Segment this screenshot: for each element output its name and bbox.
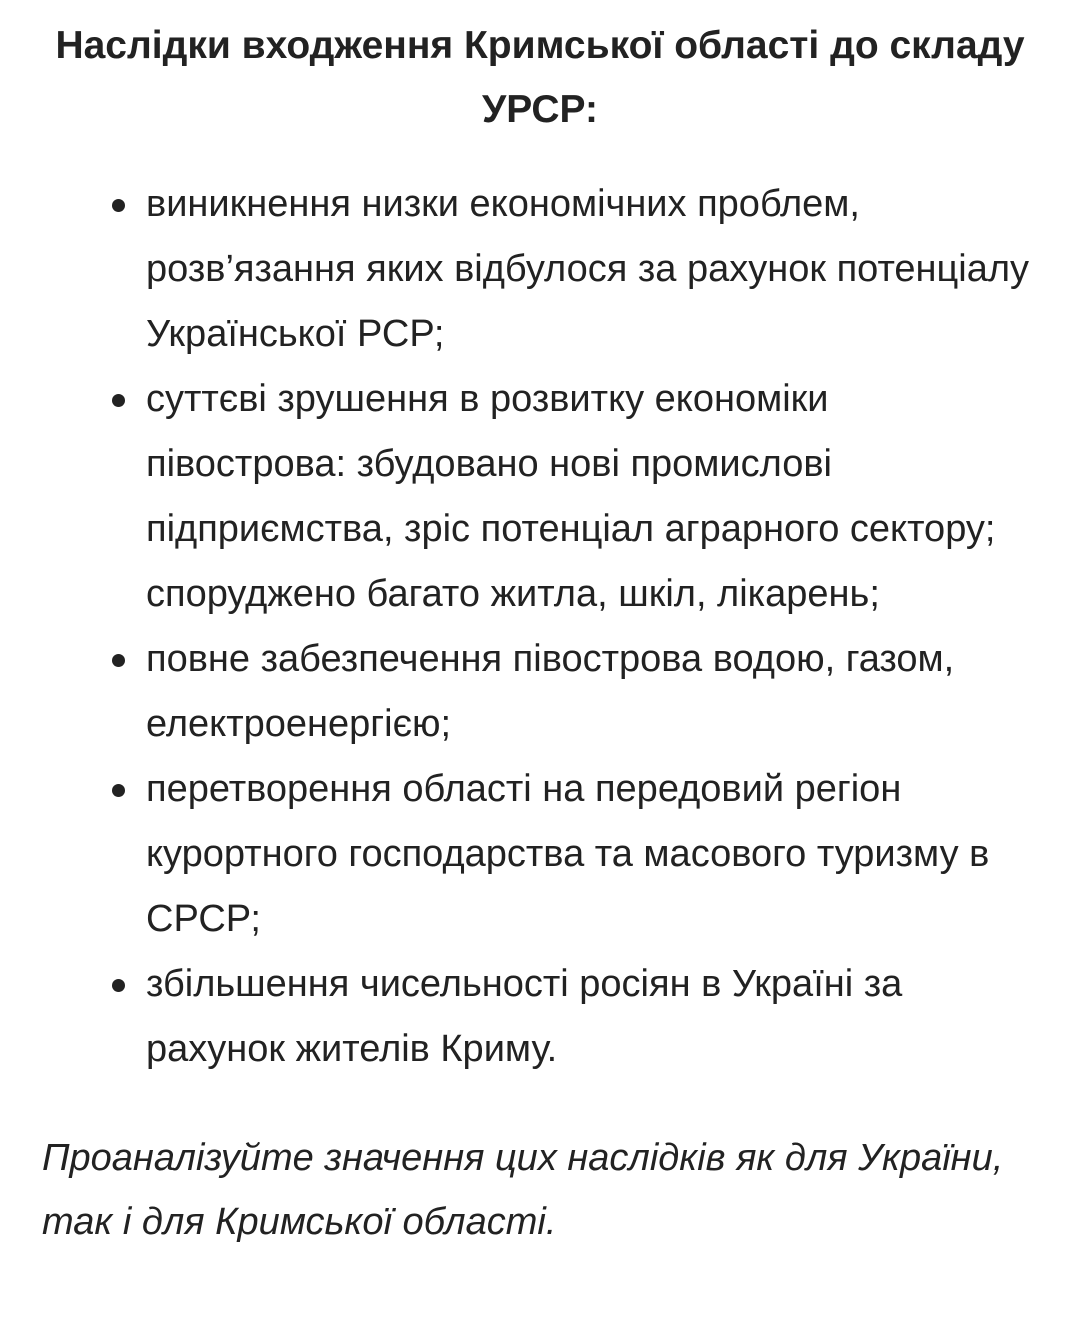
- bullet-dot-icon: [112, 199, 125, 212]
- page-title: Наслідки входження Кримської області до складу УРСР:: [55, 24, 1025, 131]
- list-item: [42, 627, 1038, 757]
- list-item-text: збільшення чисельності росіян в Україні за рахунок жителів Криму.: [146, 963, 903, 1070]
- bullet-dot-icon: [112, 654, 125, 667]
- list-item-text: перетворення області на передовий регіон курортного господарства та масового туризму в СРСР;: [146, 768, 990, 940]
- bullet-dot-icon: [112, 979, 125, 992]
- bullet-dot-icon: [112, 784, 125, 797]
- bullet-dot-icon: [112, 394, 125, 407]
- list-item: [42, 172, 1038, 367]
- list-item: [42, 952, 1038, 1082]
- list-item: [42, 757, 1038, 952]
- list-item-text: суттєві зрушення в розвитку економіки півострова: збудовано нові промислові підприємства, зріс потенціал аграрного сектору; споруджено багато житла, шкіл, лікарень;: [146, 378, 996, 615]
- list-item-text: виникнення низки економічних проблем, розв’язання яких відбулося за рахунок потенціалу Української РСР;: [146, 183, 1030, 355]
- list-item: [42, 367, 1038, 627]
- consequences-list: [42, 172, 1038, 1082]
- task-prompt: Проаналізуйте значення цих наслідків як для України, так і для Кримської області.: [42, 1137, 1004, 1243]
- list-item-text: повне забезпечення півострова водою, газом, електроенергією;: [146, 638, 955, 745]
